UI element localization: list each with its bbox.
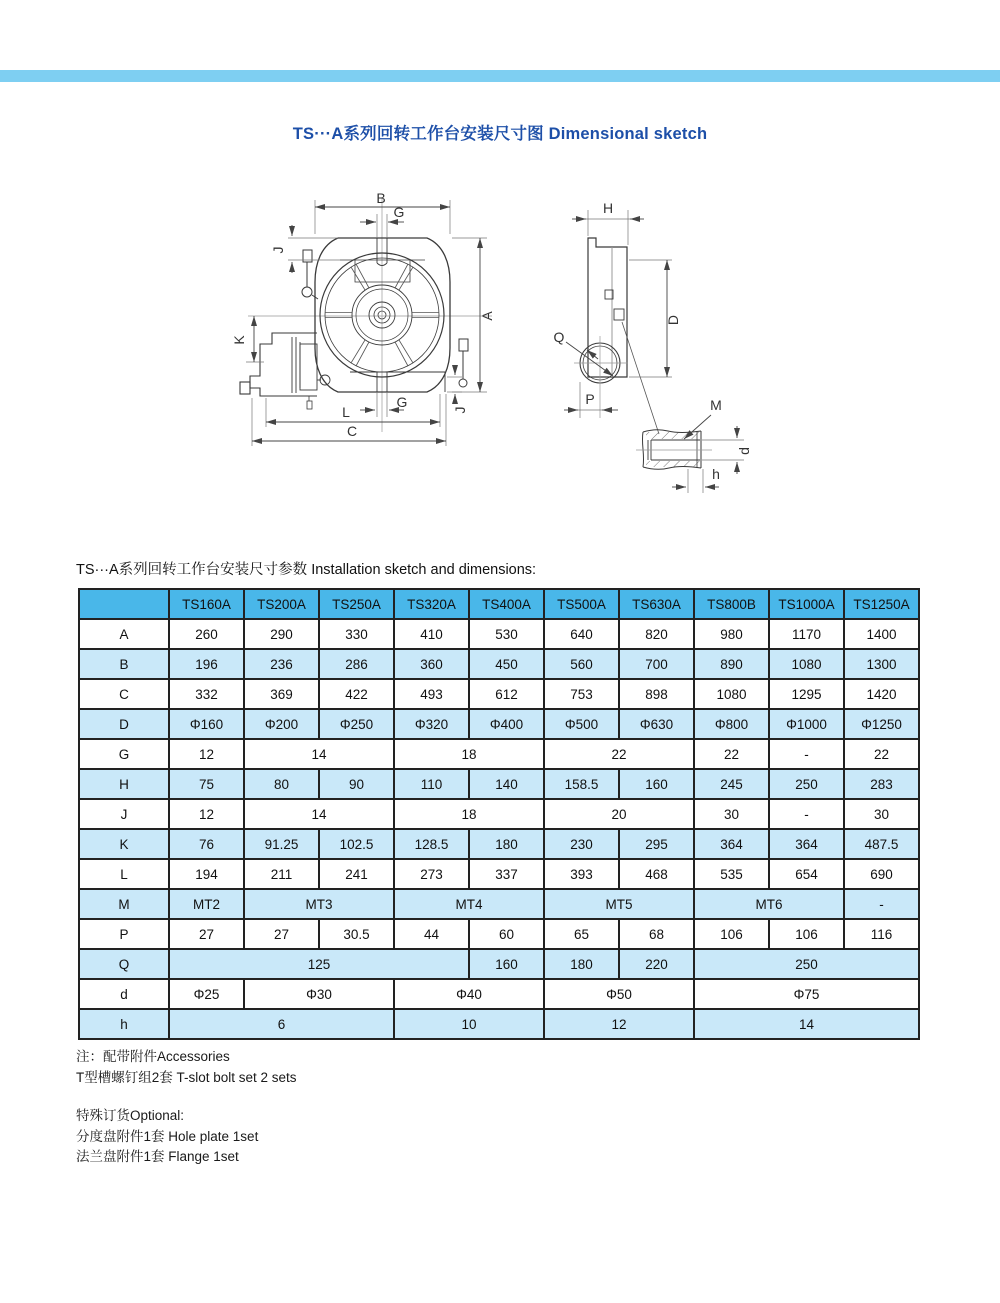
table-cell: 640 — [544, 619, 619, 649]
table-cell: 330 — [319, 619, 394, 649]
table-cell: Φ320 — [394, 709, 469, 739]
optional-title: 特殊订货Optional: — [76, 1108, 185, 1123]
table-cell: 450 — [469, 649, 544, 679]
dimensions-table — [78, 588, 920, 1040]
table-cell: 65 — [544, 919, 619, 949]
table-cell: Φ160 — [169, 709, 244, 739]
table-row-d — [79, 979, 919, 1009]
table-row-d — [79, 709, 919, 739]
accessories-title: 注：配带附件Accessories — [76, 1049, 230, 1064]
table-cell: 1420 — [844, 679, 919, 709]
drawing-svg — [0, 170, 1000, 530]
table-cell: Φ250 — [319, 709, 394, 739]
dim-label-j-bottom: J — [452, 406, 468, 414]
table-cell: 369 — [244, 679, 319, 709]
handwheel-assembly — [240, 333, 330, 409]
table-cell: Φ1250 — [844, 709, 919, 739]
table-header-row — [79, 589, 919, 619]
table-cell: Φ800 — [694, 709, 769, 739]
column-header-ts250a: TS250A — [319, 589, 394, 619]
table-cell: 410 — [394, 619, 469, 649]
table-row-k — [79, 829, 919, 859]
table-cell: 22 — [544, 739, 694, 769]
table-cell: 116 — [844, 919, 919, 949]
table-cell: 14 — [694, 1009, 919, 1039]
dim-label-j-top: J — [270, 246, 286, 254]
dim-label-h-width: H — [602, 200, 614, 216]
table-cell: 125 — [169, 949, 469, 979]
top-accent-bar — [0, 70, 1000, 82]
table-cell: 1080 — [694, 679, 769, 709]
table-cell: 393 — [544, 859, 619, 889]
column-header-ts1000a: TS1000A — [769, 589, 844, 619]
clamp-handle-right — [459, 339, 468, 387]
accessories-notes — [76, 1047, 297, 1088]
table-cell: 30 — [694, 799, 769, 829]
optional-item-flange: 法兰盘附件1套 Flange 1set — [76, 1149, 239, 1164]
dim-label-h-bore: h — [712, 466, 720, 482]
table-row-j — [79, 799, 919, 829]
column-header-ts320a: TS320A — [394, 589, 469, 619]
row-label: D — [79, 709, 169, 739]
table-cell: 890 — [694, 649, 769, 679]
table-row-m — [79, 889, 919, 919]
column-header-ts1250a: TS1250A — [844, 589, 919, 619]
table-cell: 332 — [169, 679, 244, 709]
column-header-ts400a: TS400A — [469, 589, 544, 619]
table-cell: 980 — [694, 619, 769, 649]
row-label: d — [79, 979, 169, 1009]
table-row-g — [79, 739, 919, 769]
dim-label-d-diameter: D — [665, 314, 681, 326]
table-cell: 250 — [769, 769, 844, 799]
table-cell: 27 — [244, 919, 319, 949]
table-cell: 68 — [619, 919, 694, 949]
table-cell: 468 — [619, 859, 694, 889]
table-cell: 80 — [244, 769, 319, 799]
front-view — [231, 190, 495, 446]
table-cell: 158.5 — [544, 769, 619, 799]
table-cell: 560 — [544, 649, 619, 679]
table-row-a — [79, 619, 919, 649]
table-cell: 18 — [394, 799, 544, 829]
dim-label-m: M — [710, 397, 722, 413]
column-header-ts160a: TS160A — [169, 589, 244, 619]
column-header-ts800b: TS800B — [694, 589, 769, 619]
table-cell: 196 — [169, 649, 244, 679]
row-label: B — [79, 649, 169, 679]
table-cell: 20 — [544, 799, 694, 829]
table-cell: 241 — [319, 859, 394, 889]
table-cell: 295 — [619, 829, 694, 859]
table-cell: 160 — [619, 769, 694, 799]
table-cell: 6 — [169, 1009, 394, 1039]
table-cell: 140 — [469, 769, 544, 799]
dim-label-g-bottom: G — [396, 394, 408, 410]
row-label: J — [79, 799, 169, 829]
table-row-h — [79, 769, 919, 799]
table-cell: 1295 — [769, 679, 844, 709]
row-label: L — [79, 859, 169, 889]
table-cell: 364 — [769, 829, 844, 859]
table-cell: 75 — [169, 769, 244, 799]
dim-label-k: K — [231, 335, 247, 345]
page-title: TS···A系列回转工作台安装尺寸图 Dimensional sketch — [292, 125, 708, 143]
table-cell: 337 — [469, 859, 544, 889]
table-cell: 530 — [469, 619, 544, 649]
taper-bore-detail — [636, 397, 752, 493]
table-cell: 14 — [244, 799, 394, 829]
table-cell: 1170 — [769, 619, 844, 649]
table-row-h — [79, 1009, 919, 1039]
table-cell: 250 — [694, 949, 919, 979]
table-row-p — [79, 919, 919, 949]
table-cell: 180 — [544, 949, 619, 979]
table-cell: 364 — [694, 829, 769, 859]
row-label: M — [79, 889, 169, 919]
table-cell: - — [844, 889, 919, 919]
dim-label-d-bore: d — [736, 447, 752, 455]
row-label: H — [79, 769, 169, 799]
dim-label-g-top: G — [393, 204, 405, 220]
table-cell: 898 — [619, 679, 694, 709]
table-row-b — [79, 649, 919, 679]
table-cell: MT5 — [544, 889, 694, 919]
accessories-item: T型槽螺钉组2套 T-slot bolt set 2 sets — [76, 1069, 297, 1085]
table-row-c — [79, 679, 919, 709]
table-cell: Φ25 — [169, 979, 244, 1009]
table-cell: 128.5 — [394, 829, 469, 859]
side-view — [554, 200, 681, 434]
table-cell: 260 — [169, 619, 244, 649]
table-cell: 106 — [769, 919, 844, 949]
dim-label-b: B — [376, 190, 386, 206]
table-cell: 211 — [244, 859, 319, 889]
table-cell: Φ200 — [244, 709, 319, 739]
table-cell: 230 — [544, 829, 619, 859]
table-cell: MT6 — [694, 889, 844, 919]
table-cell: 10 — [394, 1009, 544, 1039]
table-cell: 690 — [844, 859, 919, 889]
table-cell: 12 — [169, 739, 244, 769]
table-cell: 194 — [169, 859, 244, 889]
table-cell: 654 — [769, 859, 844, 889]
table-cell: 290 — [244, 619, 319, 649]
table-cell: 30.5 — [319, 919, 394, 949]
table-cell: 1080 — [769, 649, 844, 679]
table-cell: MT2 — [169, 889, 244, 919]
row-label: K — [79, 829, 169, 859]
table-row-l — [79, 859, 919, 889]
table-cell: 220 — [619, 949, 694, 979]
table-cell: 22 — [694, 739, 769, 769]
table-cell: 180 — [469, 829, 544, 859]
table-cell: 12 — [169, 799, 244, 829]
table-cell: Φ500 — [544, 709, 619, 739]
table-cell: 27 — [169, 919, 244, 949]
table-cell: 273 — [394, 859, 469, 889]
table-cell: 30 — [844, 799, 919, 829]
table-cell: - — [769, 799, 844, 829]
table-cell: 535 — [694, 859, 769, 889]
table-cell: 106 — [694, 919, 769, 949]
table-cell: 422 — [319, 679, 394, 709]
table-cell: 700 — [619, 649, 694, 679]
table-cell: 18 — [394, 739, 544, 769]
row-label: A — [79, 619, 169, 649]
table-cell: 1400 — [844, 619, 919, 649]
table-cell: Φ1000 — [769, 709, 844, 739]
table-cell: 14 — [244, 739, 394, 769]
table-cell: Φ630 — [619, 709, 694, 739]
optional-notes — [76, 1106, 258, 1168]
table-cell: 360 — [394, 649, 469, 679]
row-label: h — [79, 1009, 169, 1039]
table-cell: Φ50 — [544, 979, 694, 1009]
table-cell: 1300 — [844, 649, 919, 679]
dim-label-c: C — [346, 423, 358, 439]
table-cell: 236 — [244, 649, 319, 679]
table-cell: 22 — [844, 739, 919, 769]
dim-label-p: P — [585, 391, 595, 407]
table-cell: 76 — [169, 829, 244, 859]
column-header-ts630a: TS630A — [619, 589, 694, 619]
table-cell: 90 — [319, 769, 394, 799]
table-cell: 820 — [619, 619, 694, 649]
table-cell: 110 — [394, 769, 469, 799]
row-label: G — [79, 739, 169, 769]
table-cell: 286 — [319, 649, 394, 679]
dim-label-l: L — [342, 404, 350, 420]
table-cell: 91.25 — [244, 829, 319, 859]
table-cell: - — [769, 739, 844, 769]
table-cell: Φ30 — [244, 979, 394, 1009]
table-cell: 12 — [544, 1009, 694, 1039]
table-cell: 44 — [394, 919, 469, 949]
corner-cell — [79, 589, 169, 619]
column-header-ts200a: TS200A — [244, 589, 319, 619]
dim-label-a: A — [479, 311, 495, 321]
table-cell: MT4 — [394, 889, 544, 919]
table-cell: MT3 — [244, 889, 394, 919]
row-label: P — [79, 919, 169, 949]
table-cell: 160 — [469, 949, 544, 979]
table-cell: 245 — [694, 769, 769, 799]
column-header-ts500a: TS500A — [544, 589, 619, 619]
table-cell: Φ75 — [694, 979, 919, 1009]
dim-label-q: Q — [553, 329, 565, 345]
table-cell: 753 — [544, 679, 619, 709]
table-cell: 493 — [394, 679, 469, 709]
table-cell: 60 — [469, 919, 544, 949]
table-caption: TS···A系列回转工作台安装尺寸参数 Installation sketch and dimensions: — [76, 562, 537, 578]
optional-item-hole-plate: 分度盘附件1套 Hole plate 1set — [76, 1128, 259, 1144]
table-cell: 102.5 — [319, 829, 394, 859]
table-cell: 612 — [469, 679, 544, 709]
table-cell: 487.5 — [844, 829, 919, 859]
table-cell: Φ400 — [469, 709, 544, 739]
table-cell: Φ40 — [394, 979, 544, 1009]
dimensional-drawing — [0, 170, 1000, 530]
row-label: C — [79, 679, 169, 709]
table-cell: 283 — [844, 769, 919, 799]
row-label: Q — [79, 949, 169, 979]
table-row-q — [79, 949, 919, 979]
